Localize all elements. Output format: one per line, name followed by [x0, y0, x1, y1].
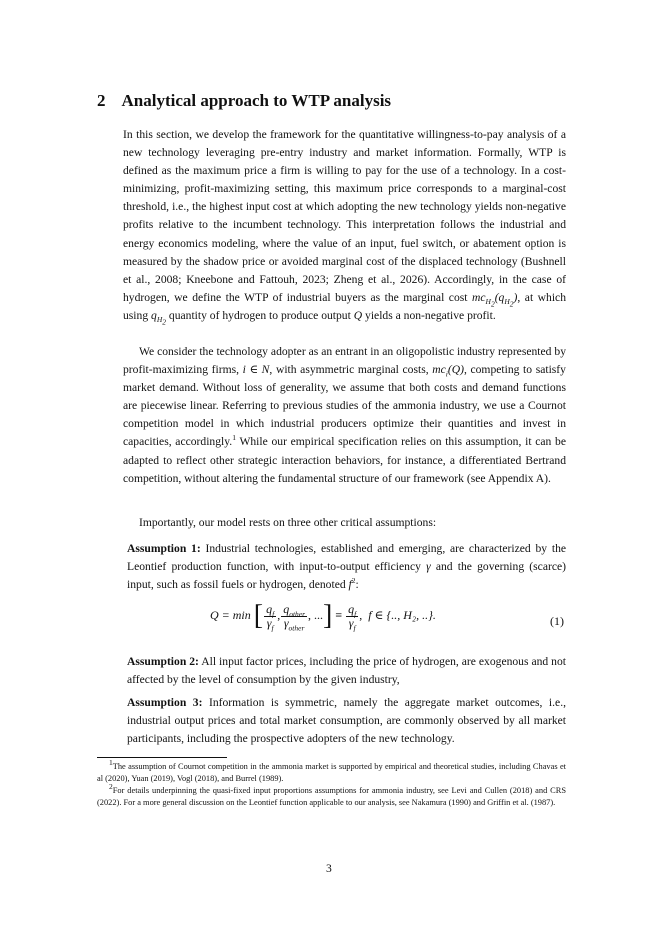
- math-q: Q: [353, 308, 363, 322]
- math-mc-i: $mc_i(Q)$: [432, 363, 464, 379]
- section-number: 2: [97, 91, 106, 110]
- paragraph-intro-mid: , at which using: [123, 290, 566, 322]
- footnote-2: [97, 782, 566, 809]
- frac-qother-gother: $\frac{q_{other}}{\gamma_{other}}$: [283, 601, 306, 632]
- paragraph-adopter: [123, 343, 566, 488]
- section-heading: [97, 91, 391, 111]
- assumption-1-text2: and the governing (scarce) input, such as fossil fuels or hydrogen, denoted: [127, 560, 566, 592]
- frac-qf-gf-2: $\frac{q_f}{\gamma_f}$: [348, 601, 357, 632]
- equation-lhs: Q = min: [210, 607, 251, 622]
- paragraph-intro-tail: yields a non-negative profit.: [365, 308, 496, 322]
- equation-set: f ∈ {.., H₂, ..}.: [368, 607, 436, 622]
- footnote-2-mark: 2: [109, 782, 113, 792]
- paragraph-adopter-c: , competing to satisfy market demand. Without loss of generality, we assume that both costs and demand functions are piecewise linear. Referring to previous studies of the ammonia industry, we use a Cournot competition model in which industrial producers optimize their quantities and invest in capacities, accordingly.: [123, 363, 566, 449]
- paragraph-intro-end: quantity of hydrogen to produce output: [168, 308, 351, 322]
- footnote-ref-1[interactable]: 1: [232, 433, 236, 443]
- frac-qf-gf: $\frac{q_f}{\gamma_f}$: [266, 601, 275, 632]
- assumption-1: Assumption 1: Industrial technologies, established and emerging, are characterized by the Leontief production function, with input-to-output efficiency γ and the governing (scarce) input, such as fossil fuels or hydrogen, denoted $f^2$:: [127, 542, 567, 592]
- assumption-1-text: Industrial technologies, established and emerging, are characterized by the Leontief production function, with input-to-output efficiency: [127, 542, 567, 574]
- math-mc-h2: $mc_{H_2}(q_{H_2})$: [471, 290, 518, 309]
- assumption-1-label: Assumption 1:: [127, 542, 201, 555]
- paragraph-adopter-d: While our empirical specification relies on this assumption, it can be adapted to reflect other strategic interaction behaviors, for instance, a differentiated Bertrand competition, without altering the fundamental structure of our framework (see Appendix A).: [123, 435, 566, 485]
- bracket-close: ]: [323, 600, 333, 631]
- footnote-1-mark: 1: [109, 758, 113, 768]
- section-title: Analytical approach to WTP analysis: [121, 91, 392, 110]
- math-gamma: γ: [426, 560, 431, 574]
- paragraph-adopter-a: We consider the technology adopter as an entrant in an oligopolistic industry represented by profit-maximizing firms,: [123, 345, 566, 377]
- assumption-3-label: Assumption 3:: [127, 696, 203, 709]
- bracket-open: [: [253, 600, 264, 631]
- assumption-2: [127, 653, 566, 689]
- footnote-1-text: The assumption of Cournot competition in the ammonia market is supported by empirical and theoretical studies, including Chavas et al (2020), Yuan (2019), Vogl (2018), and Burrel (1989).: [97, 762, 566, 783]
- math-i-in-n: i ∈ N: [242, 363, 270, 377]
- footnote-2-text: For details underpinning the quasi-fixed input proportions assumptions for ammonia industry, see Levi and Cullen (2018) and CRS (2022). For a more general discussion on the Leontief function applicable to our analysis, see Nakamura (1990) and Griffin et al. (1987).: [97, 786, 566, 807]
- assumption-3: [127, 694, 566, 748]
- paragraph-assumptions-intro: Importantly, our model rests on three other critical assumptions:: [139, 516, 437, 529]
- page-number: 3: [326, 862, 332, 875]
- assumption-2-label: Assumption 2:: [127, 655, 199, 668]
- footnote-1: [97, 758, 566, 785]
- footnote-rule: [97, 757, 227, 758]
- assumption-3-text: Information is symmetric, namely the aggregate market outcomes, i.e., industrial output prices and total market consumption, are commonly observed by all market participants, including the prospective adopters of the new technology.: [127, 696, 566, 746]
- equation-1: Q = min [ $\frac{q_f}{\gamma_f}$ , $\frac{q_{other}}{\gamma_{other}}$ , ...] ≡ $\frac{q_f}{\gamma_f}$ , f ∈ {.., H₂, ..}.: [210, 600, 436, 632]
- paragraph-intro-text: In this section, we develop the framework for the quantitative willingness-to-pay analysis of a new technology leveraging pre-entry industry and market information. Formally, WTP is defined as the maximum price a firm is willing to pay for the use of a technology. In a cost-minimizing, profit-maximizing setting, this maximum price corresponds to a marginal-cost threshold, i.e., the highest input cost at which adopting the new technology yields non-negative profits relative to the incumbent technology. This interpretation follows the industrial and energy economics modeling, where the value of an input, fuel switch, or abatement option is measured by the shadow price or avoided marginal cost of the displaced technology (Bushnell et al., 2008; Kneebone and Fattouh, 2023; Zheng et al., 2026). Accordingly, in the case of hydrogen, we define the WTP of industrial buyers as the marginal cost: [123, 128, 566, 304]
- paragraph-intro: [123, 126, 566, 325]
- equation-number: (1): [550, 614, 564, 628]
- assumption-2-text: All input factor prices, including the price of hydrogen, are exogenous and not affected by the level of consumption by the given industry,: [127, 655, 566, 687]
- footnote-ref-2[interactable]: 2: [351, 576, 356, 586]
- math-q-h2: $q_{H_2}$: [151, 308, 166, 327]
- math-f: f: [348, 578, 352, 592]
- paragraph-adopter-b: , with asymmetric marginal costs,: [269, 363, 429, 377]
